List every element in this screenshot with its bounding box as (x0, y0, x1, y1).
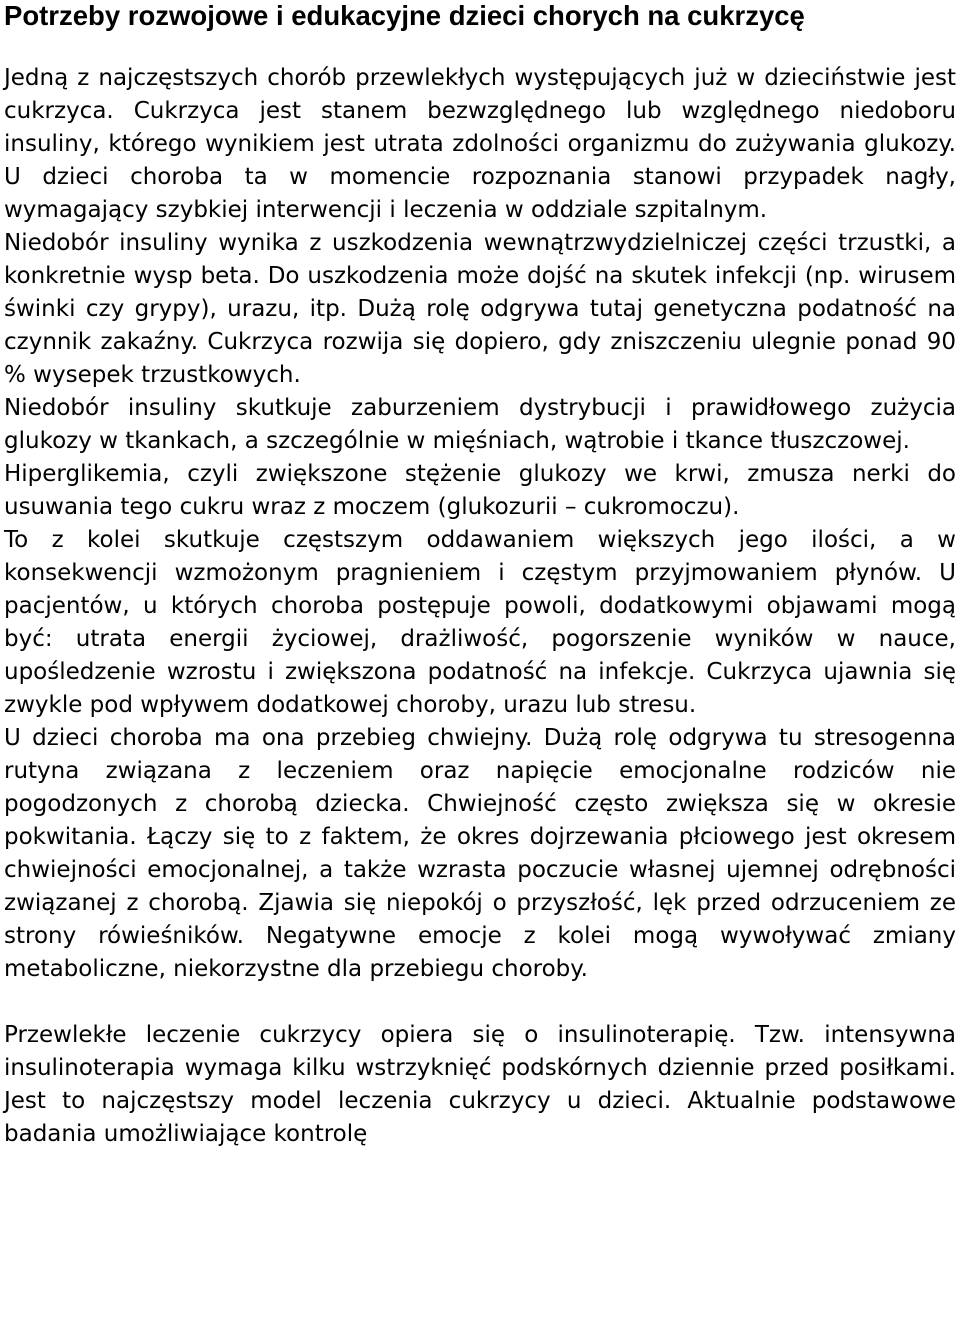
paragraph-spacer (4, 986, 956, 1019)
paragraph-emotional-course: U dzieci choroba ma ona przebieg chwiejny. Dużą rolę odgrywa tu stresogenna rutyna związana z leczeniem oraz napięcie emocjonalne rodziców nie pogodzonych z chorobą dziecka. Chwiejność często zwiększa się w okresie pokwitania. Łączy się to z faktem, że okres dojrzewania płciowego jest okresem chwiejności emocjonalnej, a także wzrasta poczucie własnej ujemnej odrębności związanej z chorobą. Zjawia się niepokój o przyszłość, lęk przed odrzuceniem ze strony rówieśników. Negatywne emocje z kolei mogą wywoływać zmiany metaboliczne, niekorzystne dla przebiegu choroby. (4, 725, 956, 982)
paragraph-symptoms: To z kolei skutkuje częstszym oddawaniem większych jego ilości, a w konsekwencji wzmożonym pragnieniem i częstym przyjmowaniem płynów. U pacjentów, u których choroba postępuje powoli, dodatkowymi objawami mogą być: utrata energii życiowej, drażliwość, pogorszenie wyników w nauce, upośledzenie wzrostu i zwiększona podatność na infekcje. Cukrzyca ujawnia się zwykle pod wpływem dodatkowej choroby, urazu lub stresu. (4, 527, 956, 718)
paragraph-glucose-distribution: Niedobór insuliny skutkuje zaburzeniem dystrybucji i prawidłowego zużycia glukozy w tkankach, a szczególnie w mięśniach, wątrobie i tkance tłuszczowej. (4, 395, 956, 454)
paragraph-intro: Jedną z najczęstszych chorób przewlekłych występujących już w dzieciństwie jest cukrzyca. Cukrzyca jest stanem bezwzględnego lub względnego niedoboru insuliny, którego wynikiem jest utrata zdolności organizmu do zużywania glukozy. U dzieci choroba ta w momencie rozpoznania stanowi przypadek nagły, wymagający szybkiej interwencji i leczenia w oddziale szpitalnym. (4, 65, 956, 223)
title-spacer (4, 32, 956, 62)
paragraph-causes: Niedobór insuliny wynika z uszkodzenia wewnątrzwydzielniczej części trzustki, a konkretnie wysp beta. Do uszkodzenia może dojść na skutek infekcji (np. wirusem świnki czy grypy), urazu, itp. Dużą rolę odgrywa tutaj genetyczna podatność na czynnik zakaźny. Cukrzyca rozwija się dopiero, gdy zniszczeniu ulegnie ponad 90 % wysepek trzustkowych. (4, 230, 956, 388)
paragraph-hyperglycemia: Hiperglikemia, czyli zwiększone stężenie glukozy we krwi, zmusza nerki do usuwania tego cukru wraz z moczem (glukozurii – cukromoczu). (4, 461, 956, 520)
document-title: Potrzeby rozwojowe i edukacyjne dzieci chorych na cukrzycę (4, 0, 805, 31)
paragraph-treatment: Przewlekłe leczenie cukrzycy opiera się o insulinoterapię. Tzw. intensywna insulinoterapia wymaga kilku wstrzyknięć podskórnych dziennie przed posiłkami. Jest to najczęstszy model leczenia cukrzycy u dzieci. Aktualnie podstawowe badania umożliwiające kontrolę (4, 1022, 956, 1147)
